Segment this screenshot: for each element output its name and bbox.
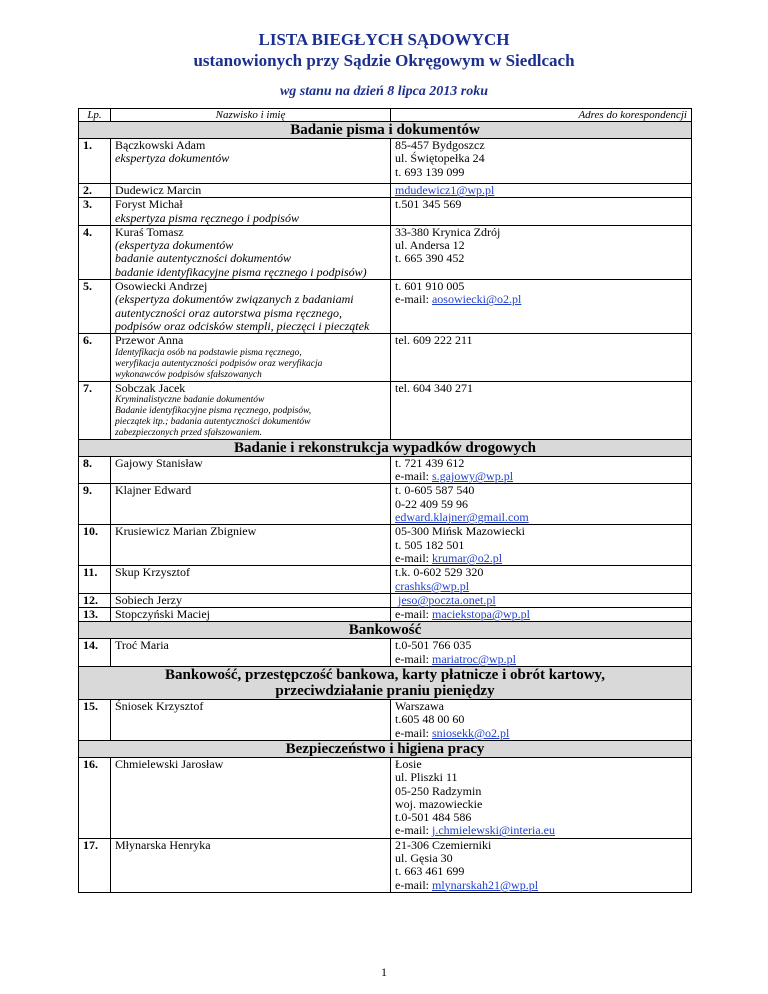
address-cell [391, 838, 692, 892]
section-title: Badanie i rekonstrukcja wypadków drogowych [79, 439, 692, 456]
expert-name: Sobczak Jacek [115, 380, 186, 395]
row-number: 7. [79, 381, 111, 439]
address-line: ul. Gęsia 30 [395, 850, 453, 865]
expert-name: Foryst Michał [115, 197, 183, 212]
address-line: Warszawa [395, 699, 445, 714]
phone: t.605 48 00 60 [395, 712, 465, 727]
table-row [79, 566, 692, 594]
address-line: woj. mazowieckie [395, 796, 483, 811]
expert-name: Klajner Edward [111, 484, 391, 525]
expert-cell [111, 198, 391, 226]
table-row [79, 280, 692, 334]
section-title-line: przeciwdziałanie praniu pieniędzy [275, 683, 495, 700]
expert-specialty: zabezpieczonych przed sfałszowaniem. [115, 427, 262, 438]
expert-specialty: Identyfikacja osób na podstawie pisma ręcznego, [115, 347, 302, 358]
email-link[interactable]: mdudewicz1@wp.pl [395, 183, 495, 197]
table-row [79, 381, 692, 439]
address-cell [391, 456, 692, 484]
address-cell [391, 566, 692, 594]
expert-name: Skup Krzysztof [111, 566, 391, 594]
section-header [79, 439, 692, 456]
row-number: 9. [79, 484, 111, 525]
expert-specialty: (ekspertyza dokumentów związanych z badaniami [115, 292, 354, 307]
expert-specialty: (ekspertyza dokumentów [115, 238, 234, 253]
phone: t. 665 390 452 [395, 251, 465, 266]
phone: tel. 604 340 271 [391, 381, 692, 439]
email-link[interactable]: jeso@poczta.onet.pl [398, 592, 496, 607]
phone: t. 663 461 699 [395, 864, 465, 879]
phone: 0-22 409 59 96 [395, 496, 468, 511]
phone: t.501 345 569 [391, 198, 692, 226]
phone: t. 0-605 587 540 [395, 483, 475, 498]
address-line: 33-380 Krynica Zdrój [395, 224, 501, 239]
expert-name: Kuraś Tomasz [115, 224, 184, 239]
expert-cell [111, 334, 391, 381]
expert-name: Sobiech Jerzy [111, 593, 391, 607]
row-number: 1. [79, 139, 111, 184]
expert-name: Młynarska Henryka [111, 838, 391, 892]
table-row [79, 525, 692, 566]
section-header [79, 622, 692, 639]
expert-name: Chmielewski Jarosław [111, 757, 391, 838]
phone: t.0-501 484 586 [395, 810, 472, 825]
expert-specialty: ekspertyza dokumentów [115, 151, 230, 166]
table-row [79, 184, 692, 198]
address-line: ul. Pliszki 11 [395, 770, 458, 785]
address-cell [391, 139, 692, 184]
email-link[interactable]: crashks@wp.pl [395, 578, 470, 593]
row-number: 5. [79, 280, 111, 334]
phone: t. 601 910 005 [395, 279, 465, 294]
address-cell [391, 639, 692, 667]
row-number: 11. [79, 566, 111, 594]
address-line: 21-306 Czemierniki [395, 837, 492, 852]
email-link[interactable]: krumar@o2.pl [431, 550, 503, 565]
row-number: 10. [79, 525, 111, 566]
address-line: 85-457 Bydgoszcz [395, 138, 485, 152]
expert-specialty: pieczątek itp.; badania autentyczności dokumentów [115, 416, 311, 427]
expert-cell [111, 139, 391, 184]
expert-cell [111, 381, 391, 439]
row-number: 8. [79, 456, 111, 484]
address-line: ul. Andersa 12 [395, 238, 465, 253]
email-label: e-mail: [395, 607, 432, 622]
address-cell [391, 525, 692, 566]
expert-specialty: Kryminalistyczne badanie dokumentów [115, 394, 265, 405]
address-cell [391, 280, 692, 334]
expert-specialty: badanie identyfikacyjne pisma ręcznego i podpisów) [115, 264, 367, 279]
document-subtitle: ustanowionych przy Sądzie Okręgowym w Siedlcach [193, 51, 575, 70]
row-number: 13. [79, 608, 111, 622]
table-row [79, 484, 692, 525]
table-row [79, 608, 692, 622]
address-cell [391, 484, 692, 525]
email-link[interactable]: j.chmielewski@interia.eu [431, 823, 555, 838]
expert-name: Bączkowski Adam [115, 138, 206, 152]
expert-specialty: Badanie identyfikacyjne pisma ręcznego, podpisów, [115, 405, 312, 416]
row-number: 6. [79, 334, 111, 381]
table-row [79, 334, 692, 381]
header-name: Nazwisko i imię [111, 109, 391, 122]
address-cell [391, 593, 692, 607]
email-label: e-mail: [395, 725, 432, 740]
email-link[interactable]: aosowiecki@o2.pl [431, 292, 522, 307]
table-row [79, 225, 692, 279]
row-number: 14. [79, 639, 111, 667]
phone: tel. 609 222 211 [391, 334, 692, 381]
address-line: 05-250 Radzymin [395, 783, 482, 798]
expert-specialty: ekspertyza pisma ręcznego i podpisów [115, 210, 299, 225]
address-line: Łosie [395, 756, 422, 771]
expert-name: Stopczyński Maciej [111, 608, 391, 622]
email-link[interactable]: mlynarskah21@wp.pl [431, 877, 539, 892]
table-row [79, 456, 692, 484]
row-number: 2. [79, 184, 111, 198]
expert-specialty: podpisów oraz odcisków stempli, pieczęci i pieczątek [115, 318, 370, 333]
address-line: 05-300 Mińsk Mazowiecki [395, 524, 525, 539]
row-number: 3. [79, 198, 111, 226]
row-number: 16. [79, 757, 111, 838]
email-label: e-mail: [395, 292, 432, 307]
email-link[interactable]: mariatroc@wp.pl [431, 651, 517, 666]
email-link[interactable]: sniosekk@o2.pl [431, 725, 510, 740]
section-title: Bankowość [79, 622, 692, 639]
document-title: LISTA BIEGŁYCH SĄDOWYCH [258, 30, 510, 49]
address-line: ul. Świętopełka 24 [395, 151, 485, 166]
expert-cell [111, 225, 391, 279]
phone: t. 693 139 099 [395, 164, 465, 179]
email-label: e-mail: [395, 651, 432, 666]
table-row [79, 593, 692, 607]
expert-name: Troć Maria [111, 639, 391, 667]
section-header [79, 122, 692, 139]
address-cell [391, 608, 692, 622]
experts-table [78, 108, 692, 893]
expert-specialty: wykonawców podpisów sfałszowanych [115, 369, 262, 380]
phone: t.0-501 766 035 [395, 638, 472, 653]
address-cell [391, 225, 692, 279]
row-number: 12. [79, 593, 111, 607]
expert-specialty: autentyczności oraz autorstwa pisma ręcznego, [115, 305, 342, 320]
phone: t. 721 439 612 [395, 455, 465, 470]
expert-specialty: badanie autentyczności dokumentów [115, 251, 291, 266]
header-address: Adres do korespondencji [391, 109, 692, 122]
section-title [79, 667, 692, 700]
expert-name: Krusiewicz Marian Zbigniew [111, 525, 391, 566]
document-date: wg stanu na dzień 8 lipca 2013 roku [279, 84, 489, 99]
email-label: e-mail: [395, 877, 432, 892]
expert-name: Osowiecki Andrzej [115, 279, 208, 294]
section-title-line: Bankowość, przestępczość bankowa, karty płatnicze i obrót kartowy, [165, 667, 605, 684]
page-number: 1 [381, 965, 387, 979]
phone: t.k. 0-602 529 320 [395, 565, 484, 580]
phone: t. 505 182 501 [395, 537, 465, 552]
expert-name: Gajowy Stanisław [111, 456, 391, 484]
table-row [79, 700, 692, 741]
row-number: 17. [79, 838, 111, 892]
email-link[interactable]: maciekstopa@wp.pl [431, 607, 531, 622]
expert-name: Śniosek Krzysztof [111, 700, 391, 741]
expert-name: Przewor Anna [115, 333, 184, 348]
table-row [79, 198, 692, 226]
email-link[interactable]: edward.klajner@gmail.com [395, 510, 529, 525]
expert-specialty: weryfikacja autentyczności podpisów oraz weryfikacja [115, 358, 323, 369]
address-cell [391, 700, 692, 741]
table-header [79, 109, 692, 122]
table-row [79, 838, 692, 892]
row-number: 15. [79, 700, 111, 741]
address-cell [391, 184, 692, 198]
email-label: e-mail: [395, 823, 432, 838]
expert-cell [111, 280, 391, 334]
address-cell [391, 757, 692, 838]
row-number: 4. [79, 225, 111, 279]
section-header [79, 667, 692, 700]
section-title: Badanie pisma i dokumentów [79, 122, 692, 139]
table-row [79, 139, 692, 184]
header-lp: Lp. [79, 109, 111, 122]
section-title: Bezpieczeństwo i higiena pracy [79, 740, 692, 757]
email-label: e-mail: [395, 469, 432, 484]
table-row [79, 757, 692, 838]
expert-name: Dudewicz Marcin [111, 184, 391, 198]
email-label: e-mail: [395, 550, 432, 565]
section-header [79, 740, 692, 757]
table-row [79, 639, 692, 667]
email-link[interactable]: s.gajowy@wp.pl [431, 469, 514, 484]
